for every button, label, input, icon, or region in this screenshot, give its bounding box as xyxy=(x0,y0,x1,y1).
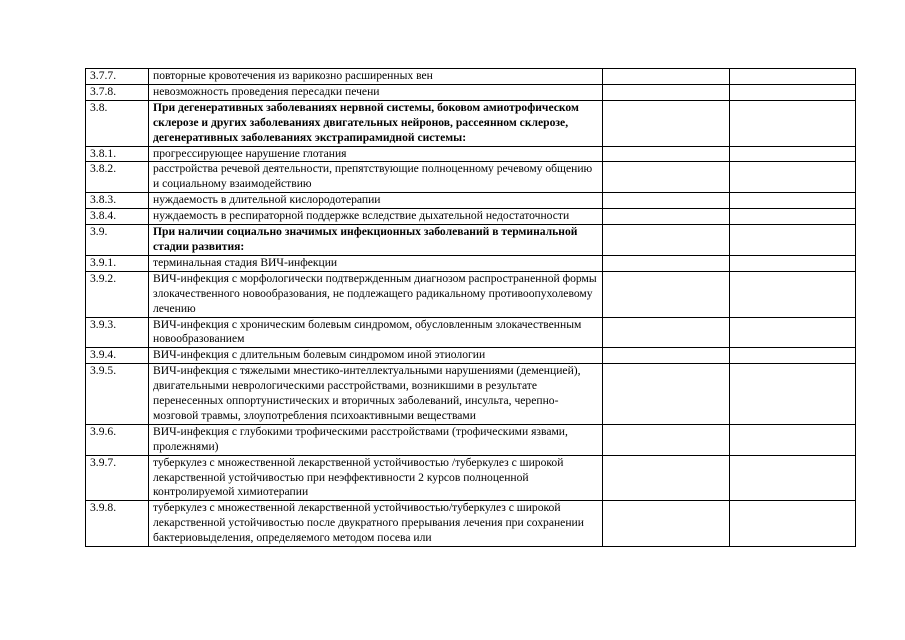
row-text: невозможность проведения пересадки печени xyxy=(149,84,603,100)
table-row xyxy=(86,364,856,425)
empty-cell xyxy=(603,162,730,193)
empty-cell xyxy=(603,146,730,162)
row-text: ВИЧ-инфекция с тяжелыми мнестико-интеллектуальными нарушениями (деменцией), двигательными неврологическими расстройствами, возникшими в результате перенесенных оппортунистических и вторичных заболеваний, инсульта, черепно-мозговой травмы, злоупотребления психоактивными веществами xyxy=(149,364,603,425)
empty-cell xyxy=(603,424,730,455)
empty-cell xyxy=(730,84,856,100)
empty-cell xyxy=(730,424,856,455)
empty-cell xyxy=(730,317,856,348)
row-text: ВИЧ-инфекция с хроническим болевым синдромом, обусловленным злокачественным новообразованием xyxy=(149,317,603,348)
criteria-table xyxy=(85,68,856,547)
empty-cell xyxy=(730,69,856,85)
empty-cell xyxy=(603,455,730,501)
empty-cell xyxy=(730,193,856,209)
row-text: прогрессирующее нарушение глотания xyxy=(149,146,603,162)
table-row xyxy=(86,348,856,364)
table-row xyxy=(86,255,856,271)
row-number: 3.9.3. xyxy=(86,317,149,348)
empty-cell xyxy=(730,255,856,271)
empty-cell xyxy=(730,348,856,364)
row-text: туберкулез с множественной лекарственной устойчивостью /туберкулез с широкой лекарственной устойчивостью при неэффективности 2 курсов полноценной контролируемой химиотерапии xyxy=(149,455,603,501)
table-row xyxy=(86,100,856,146)
row-text: повторные кровотечения из варикозно расширенных вен xyxy=(149,69,603,85)
row-number: 3.9.8. xyxy=(86,501,149,547)
row-text: расстройства речевой деятельности, препятствующие полноценному речевому общению и социальному взаимодействию xyxy=(149,162,603,193)
empty-cell xyxy=(603,209,730,225)
empty-cell xyxy=(730,100,856,146)
empty-cell xyxy=(730,501,856,547)
empty-cell xyxy=(730,209,856,225)
row-text: нуждаемость в респираторной поддержке вследствие дыхательной недостаточности xyxy=(149,209,603,225)
row-number: 3.9. xyxy=(86,225,149,256)
row-text: ВИЧ-инфекция с глубокими трофическими расстройствами (трофическими язвами, пролежнями) xyxy=(149,424,603,455)
document-page xyxy=(85,68,855,547)
row-number: 3.7.7. xyxy=(86,69,149,85)
empty-cell xyxy=(603,100,730,146)
row-number: 3.9.7. xyxy=(86,455,149,501)
section-heading: При наличии социально значимых инфекционных заболеваний в терминальной стадии развития: xyxy=(149,225,603,256)
empty-cell xyxy=(730,455,856,501)
table-row xyxy=(86,317,856,348)
row-number: 3.9.4. xyxy=(86,348,149,364)
row-number: 3.8. xyxy=(86,100,149,146)
table-row xyxy=(86,424,856,455)
row-text: туберкулез с множественной лекарственной устойчивостью/туберкулез с широкой лекарственной устойчивостью после двукратного прерывания лечения при сохранении бактериовыделения, определяемого методом посева или xyxy=(149,501,603,547)
table-row xyxy=(86,193,856,209)
table-row xyxy=(86,271,856,317)
empty-cell xyxy=(603,348,730,364)
row-number: 3.9.6. xyxy=(86,424,149,455)
row-number: 3.8.1. xyxy=(86,146,149,162)
empty-cell xyxy=(730,146,856,162)
row-text: ВИЧ-инфекция с морфологически подтвержденным диагнозом распространенной формы злокачественного новообразования, не подлежащего радикальному противоопухолевому лечению xyxy=(149,271,603,317)
section-heading: При дегенеративных заболеваниях нервной системы, боковом амиотрофическом склерозе и других заболеваниях двигательных нейронов, рассеянном склерозе, дегенеративных заболеваниях экстрапирамидной системы: xyxy=(149,100,603,146)
row-text: ВИЧ-инфекция с длительным болевым синдромом иной этиологии xyxy=(149,348,603,364)
empty-cell xyxy=(730,162,856,193)
row-number: 3.9.5. xyxy=(86,364,149,425)
table-row xyxy=(86,455,856,501)
empty-cell xyxy=(603,501,730,547)
row-number: 3.9.2. xyxy=(86,271,149,317)
table-row xyxy=(86,501,856,547)
empty-cell xyxy=(603,317,730,348)
empty-cell xyxy=(730,225,856,256)
empty-cell xyxy=(603,69,730,85)
empty-cell xyxy=(603,84,730,100)
criteria-table-body xyxy=(86,69,856,547)
table-row xyxy=(86,209,856,225)
empty-cell xyxy=(603,193,730,209)
table-row xyxy=(86,225,856,256)
row-number: 3.8.4. xyxy=(86,209,149,225)
table-row xyxy=(86,162,856,193)
table-row xyxy=(86,69,856,85)
row-number: 3.8.3. xyxy=(86,193,149,209)
empty-cell xyxy=(730,271,856,317)
empty-cell xyxy=(603,225,730,256)
empty-cell xyxy=(603,255,730,271)
table-row xyxy=(86,84,856,100)
empty-cell xyxy=(603,364,730,425)
row-number: 3.8.2. xyxy=(86,162,149,193)
row-text: терминальная стадия ВИЧ-инфекции xyxy=(149,255,603,271)
empty-cell xyxy=(730,364,856,425)
row-text: нуждаемость в длительной кислородотерапии xyxy=(149,193,603,209)
row-number: 3.7.8. xyxy=(86,84,149,100)
row-number: 3.9.1. xyxy=(86,255,149,271)
empty-cell xyxy=(603,271,730,317)
table-row xyxy=(86,146,856,162)
